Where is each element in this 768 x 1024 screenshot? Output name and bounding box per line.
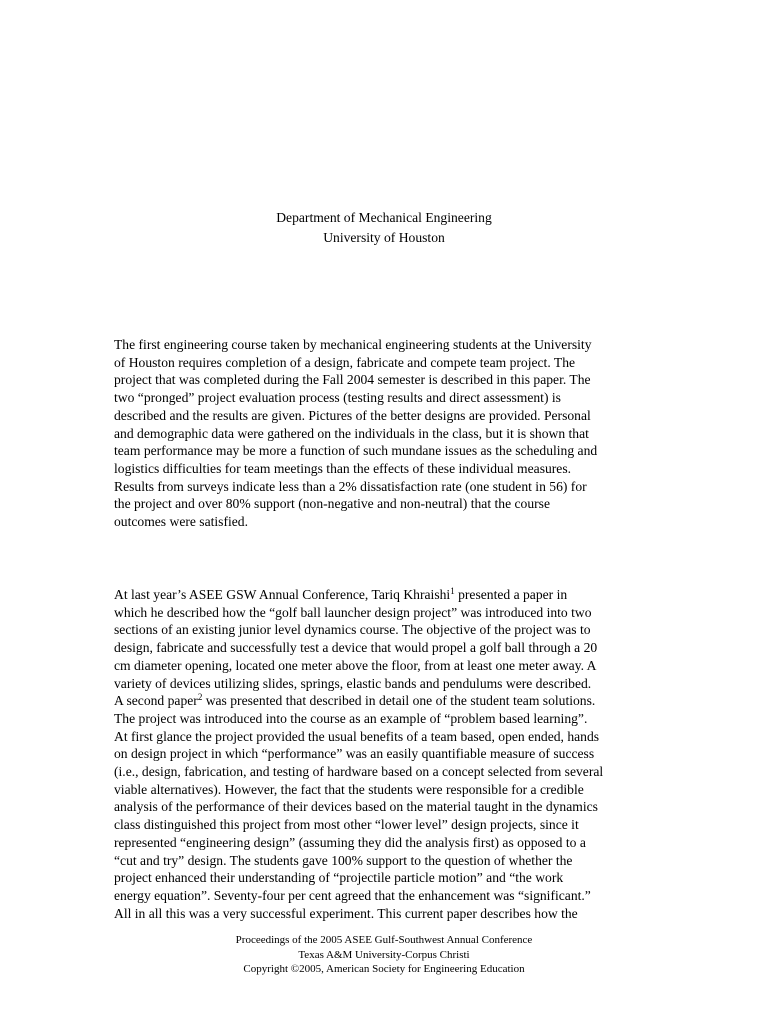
abstract-line: outcomes were satisfied. <box>114 514 249 530</box>
department-name: Department of Mechanical Engineering <box>276 210 492 225</box>
intro-line: “cut and try” design. The students gave 100% support to the question of whether the <box>114 852 573 868</box>
intro-text: was presented that described in detail one of the student team solutions. <box>202 693 596 709</box>
footer-host: Texas A&M University-Corpus Christi <box>298 948 470 961</box>
intro-line: The project was introduced into the course as an example of “problem based learning”. <box>114 710 588 726</box>
introduction-paragraph <box>114 586 660 922</box>
abstract-line: and demographic data were gathered on the individuals in the class, but it is shown that <box>114 425 589 441</box>
intro-line: analysis of the performance of their devices based on the material taught in the dynamics <box>114 799 598 815</box>
intro-line: project enhanced their understanding of “projectile particle motion” and “the work <box>114 870 564 886</box>
intro-line: At first glance the project provided the usual benefits of a team based, open ended, hands <box>114 728 600 744</box>
intro-line: viable alternatives). However, the fact that the students were responsible for a credible <box>114 781 584 797</box>
abstract-paragraph <box>114 336 660 531</box>
abstract-line: logistics difficulties for team meetings than the effects of these individual measures. <box>114 460 572 476</box>
university-name: University of Houston <box>323 229 445 245</box>
intro-line: on design project in which “performance” was an easily quantifiable measure of success <box>114 746 595 762</box>
intro-line: energy equation”. Seventy-four per cent agreed that the enhancement was “significant.” <box>114 887 591 903</box>
intro-text: A second paper <box>114 693 198 709</box>
intro-line: represented “engineering design” (assuming they did the analysis first) as opposed to a <box>114 834 586 850</box>
intro-line: design, fabricate and successfully test a device that would propel a golf ball through a 20 <box>114 640 598 656</box>
abstract-line: team performance may be more a function of such mundane issues as the scheduling and <box>114 443 598 459</box>
intro-line: class distinguished this project from most other “lower level” design projects, since it <box>114 817 579 833</box>
abstract-line: two “pronged” project evaluation process (testing results and direct assessment) is <box>114 390 561 406</box>
author-affiliation <box>0 208 768 247</box>
intro-line <box>114 586 660 604</box>
page-footer <box>0 933 768 977</box>
intro-text: At last year’s ASEE GSW Annual Conference, Tariq Khraishi <box>114 587 451 602</box>
intro-text: presented a paper in <box>454 587 568 602</box>
intro-line: All in all this was a very successful experiment. This current paper describes how the <box>114 905 578 921</box>
intro-line: which he described how the “golf ball launcher design project” was introduced into two <box>114 604 592 620</box>
intro-line: sections of an existing junior level dynamics course. The objective of the project was to <box>114 622 591 638</box>
intro-line: variety of devices utilizing slides, springs, elastic bands and pendulums were described. <box>114 675 592 691</box>
footer-proceedings: Proceedings of the 2005 ASEE Gulf-Southwest Annual Conference <box>235 934 533 946</box>
footer-copyright: Copyright ©2005, American Society for Engineering Education <box>243 963 525 975</box>
abstract-line: project that was completed during the Fall 2004 semester is described in this paper. The <box>114 372 591 388</box>
intro-line: cm diameter opening, located one meter above the floor, from at least one meter away. A <box>114 657 597 673</box>
intro-line <box>114 692 660 710</box>
abstract-line: described and the results are given. Pictures of the better designs are provided. Personal <box>114 407 591 423</box>
citation-reference: 2 <box>197 692 203 703</box>
abstract-line: the project and over 80% support (non-negative and non-neutral) that the course <box>114 496 550 512</box>
citation-reference: 1 <box>450 586 455 596</box>
abstract-line: The first engineering course taken by mechanical engineering students at the University <box>114 337 592 352</box>
intro-line: (i.e., design, fabrication, and testing of hardware based on a concept selected from several <box>114 764 604 780</box>
abstract-line: Results from surveys indicate less than a 2% dissatisfaction rate (one student in 56) for <box>114 478 587 494</box>
abstract-line: of Houston requires completion of a design, fabricate and compete team project. The <box>114 354 576 370</box>
